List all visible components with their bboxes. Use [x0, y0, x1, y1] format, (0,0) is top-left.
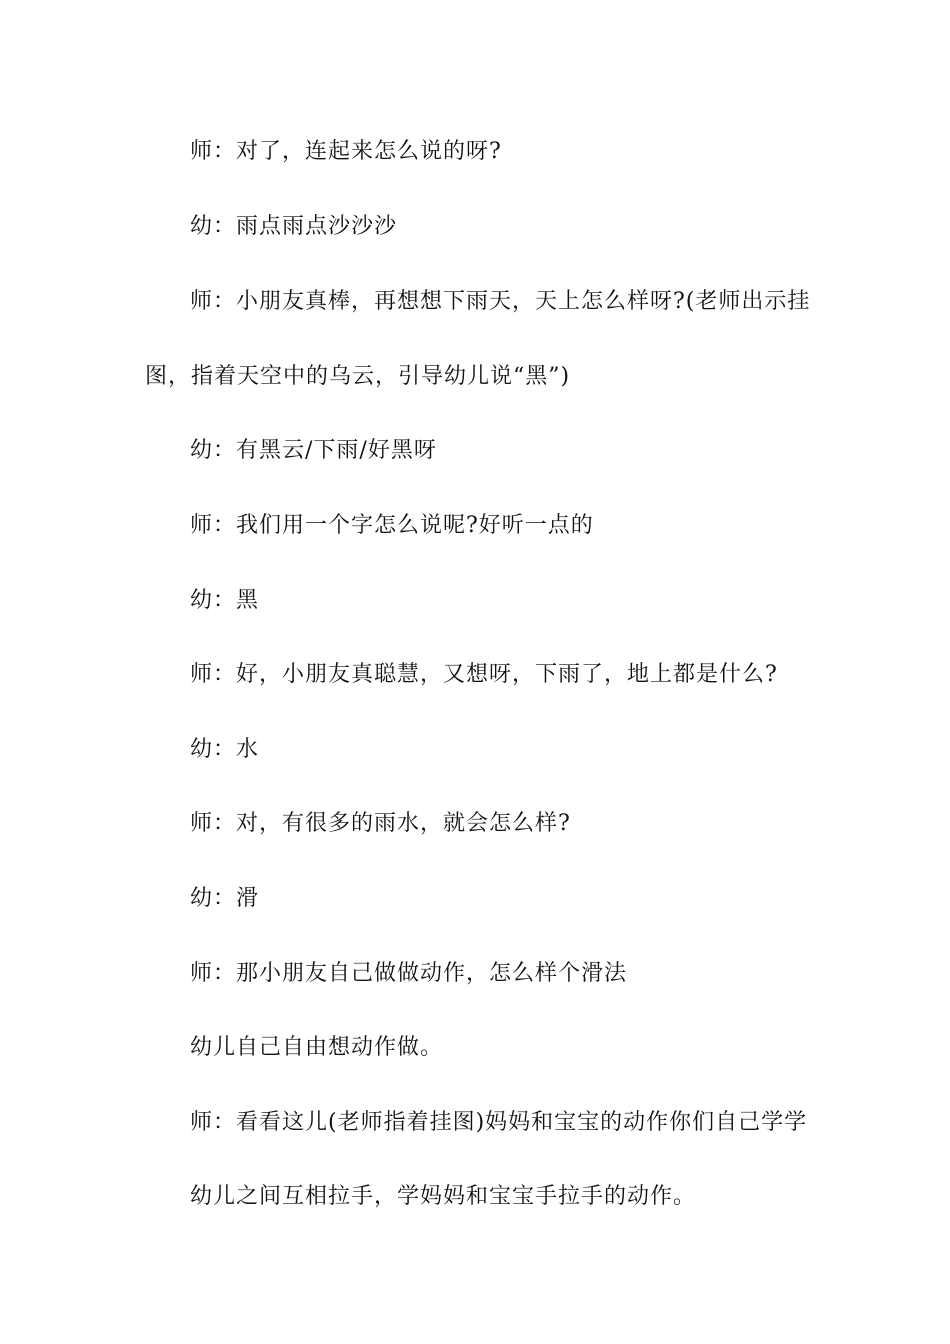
dialogue-line: 师：好，小朋友真聪慧，又想呀，下雨了，地上都是什么?	[190, 662, 778, 687]
dialogue-line: 师：小朋友真棒，再想想下雨天，天上怎么样呀?(老师出示挂	[190, 289, 811, 314]
dialogue-line: 师：对，有很多的雨水，就会怎么样?	[190, 811, 571, 836]
dialogue-line: 幼：雨点雨点沙沙沙	[190, 214, 398, 239]
dialogue-line: 幼：有黑云/下雨/好黑呀	[190, 438, 437, 463]
dialogue-line: 幼：滑	[190, 886, 260, 911]
narration-line: 幼儿自己自由想动作做。	[190, 1035, 444, 1060]
dialogue-line: 师：那小朋友自己做做动作，怎么样个滑法	[190, 961, 628, 986]
dialogue-line-continuation: 图，指着天空中的乌云，引导幼儿说“黑”)	[145, 364, 571, 389]
dialogue-line: 幼：水	[190, 737, 260, 762]
narration-line: 幼儿之间互相拉手，学妈妈和宝宝手拉手的动作。	[190, 1184, 697, 1209]
dialogue-line: 师：我们用一个字怎么说呢?好听一点的	[190, 513, 594, 538]
dialogue-line: 师：看看这儿(老师指着挂图)妈妈和宝宝的动作你们自己学学	[190, 1110, 808, 1135]
dialogue-line: 师：对了，连起来怎么说的呀?	[190, 139, 502, 164]
dialogue-line: 幼：黑	[190, 588, 260, 613]
